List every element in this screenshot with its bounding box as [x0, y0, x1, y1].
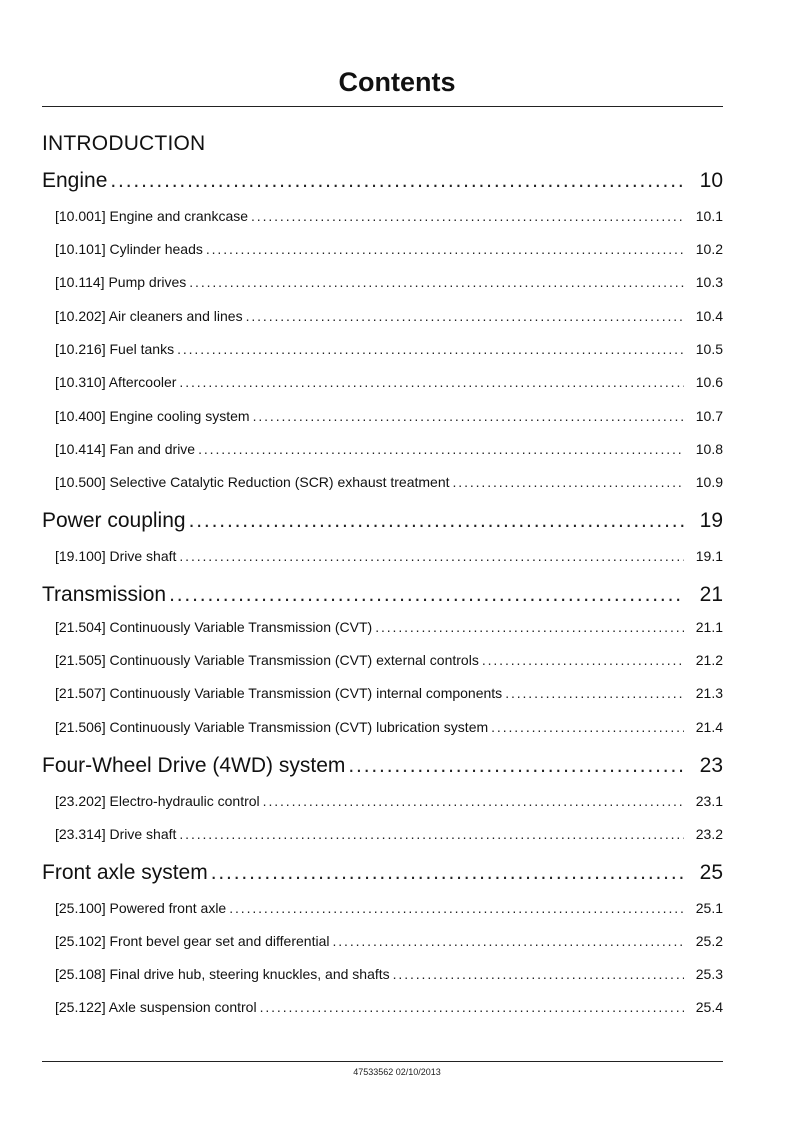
- dot-leader: [260, 997, 684, 1017]
- toc-section-page: 19: [699, 509, 723, 532]
- toc-entry-label: [10.400] Engine cooling system: [55, 408, 250, 424]
- dot-leader: [491, 717, 684, 737]
- dot-leader: [348, 752, 684, 780]
- toc-entry[interactable]: [55, 546, 723, 566]
- toc-entry[interactable]: [55, 683, 723, 703]
- toc-entry-page: 19.1: [695, 548, 723, 564]
- toc-section-front-axle[interactable]: [42, 859, 723, 887]
- toc-entry-page: 21.3: [695, 685, 723, 701]
- toc-section-four-wheel-drive[interactable]: [42, 752, 723, 780]
- toc-section-label: Four-Wheel Drive (4WD) system: [42, 754, 346, 777]
- toc-entry-page: 25.3: [695, 966, 723, 982]
- dot-leader: [246, 306, 684, 326]
- page-title: Contents: [338, 67, 456, 97]
- intro-heading: INTRODUCTION: [42, 132, 206, 155]
- dot-leader: [453, 472, 684, 492]
- toc-entry-label: [25.102] Front bevel gear set and differential: [55, 933, 330, 949]
- dot-leader: [253, 406, 684, 426]
- dot-leader: [332, 931, 684, 951]
- toc-entry[interactable]: [55, 650, 723, 670]
- toc-entry-page: 10.5: [695, 341, 723, 357]
- toc-section-page: 23: [699, 754, 723, 777]
- toc-entry[interactable]: [55, 931, 723, 951]
- toc-entry-page: 23.2: [695, 826, 723, 842]
- footer-divider: [42, 1061, 723, 1062]
- toc-entry[interactable]: [55, 898, 723, 918]
- dot-leader: [251, 206, 684, 226]
- dot-leader: [198, 439, 684, 459]
- toc-entry[interactable]: [55, 717, 723, 737]
- toc-entry-page: 10.4: [695, 308, 723, 324]
- toc-entry-page: 10.6: [695, 374, 723, 390]
- toc-entry-page: 21.2: [695, 652, 723, 668]
- toc-section-page: 10: [699, 169, 723, 192]
- dot-leader: [169, 581, 684, 609]
- toc-entry-page: 10.1: [695, 208, 723, 224]
- toc-entry-label: [21.506] Continuously Variable Transmission (CVT) lubrication system: [55, 719, 489, 735]
- dot-leader: [179, 372, 684, 392]
- toc-section-label: Power coupling: [42, 509, 186, 532]
- dot-leader: [189, 272, 684, 292]
- toc-entry-label: [21.505] Continuously Variable Transmission (CVT) external controls: [55, 652, 479, 668]
- toc-entry-label: [10.101] Cylinder heads: [55, 241, 203, 257]
- toc-section-page: 25: [699, 861, 723, 884]
- toc-entry-page: 21.1: [695, 619, 723, 635]
- dot-leader: [179, 824, 684, 844]
- toc-entry-page: 23.1: [695, 793, 723, 809]
- toc-entry[interactable]: [55, 791, 723, 811]
- toc-entry-label: [25.100] Powered front axle: [55, 900, 227, 916]
- dot-leader: [177, 339, 684, 359]
- toc-section-label: Engine: [42, 169, 108, 192]
- toc-entry[interactable]: [55, 206, 723, 226]
- dot-leader: [110, 167, 684, 195]
- toc-entry[interactable]: [55, 372, 723, 392]
- toc-entry[interactable]: [55, 272, 723, 292]
- toc-entry[interactable]: [55, 472, 723, 492]
- toc-entry-label: [19.100] Drive shaft: [55, 548, 177, 564]
- toc-entry-label: [21.507] Continuously Variable Transmission (CVT) internal components: [55, 685, 503, 701]
- toc-entry[interactable]: [55, 964, 723, 984]
- toc-entry-label: [10.310] Aftercooler: [55, 374, 177, 390]
- dot-leader: [211, 859, 684, 887]
- dot-leader: [179, 546, 684, 566]
- toc-entry-label: [25.108] Final drive hub, steering knuckles, and shafts: [55, 966, 390, 982]
- dot-leader: [375, 617, 684, 637]
- toc-entry-label: [10.202] Air cleaners and lines: [55, 308, 243, 324]
- dot-leader: [189, 507, 684, 535]
- dot-leader: [505, 683, 684, 703]
- toc-section-label: Front axle system: [42, 861, 208, 884]
- toc-entry-label: [10.001] Engine and crankcase: [55, 208, 249, 224]
- toc-entry-page: 10.9: [695, 474, 723, 490]
- dot-leader: [393, 964, 684, 984]
- toc-entry-label: [10.216] Fuel tanks: [55, 341, 175, 357]
- dot-leader: [206, 239, 684, 259]
- toc-entry-label: [23.202] Electro-hydraulic control: [55, 793, 260, 809]
- toc-entry[interactable]: [55, 406, 723, 426]
- dot-leader: [229, 898, 684, 918]
- toc-entry-page: 25.1: [695, 900, 723, 916]
- dot-leader: [482, 650, 684, 670]
- toc-entry-page: 10.7: [695, 408, 723, 424]
- dot-leader: [263, 791, 684, 811]
- footer-document-id: 47533562 02/10/2013: [353, 1067, 441, 1077]
- toc-entry-label: [10.414] Fan and drive: [55, 441, 196, 457]
- toc-entry[interactable]: [55, 997, 723, 1017]
- toc-entry-label: [21.504] Continuously Variable Transmission (CVT): [55, 619, 373, 635]
- toc-entry-label: [23.314] Drive shaft: [55, 826, 177, 842]
- toc-entry[interactable]: [55, 339, 723, 359]
- header-divider: [42, 106, 723, 107]
- toc-entry-label: [10.114] Pump drives: [55, 274, 187, 290]
- toc-entry-page: 25.4: [695, 999, 723, 1015]
- toc-section-engine[interactable]: [42, 167, 723, 195]
- toc-entry-label: [25.122] Axle suspension control: [55, 999, 257, 1015]
- toc-entry[interactable]: [55, 617, 723, 637]
- toc-entry[interactable]: [55, 824, 723, 844]
- toc-entry-label: [10.500] Selective Catalytic Reduction (SCR) exhaust treatment: [55, 474, 450, 490]
- toc-entry[interactable]: [55, 239, 723, 259]
- toc-section-power-coupling[interactable]: [42, 507, 723, 535]
- toc-section-page: 21: [699, 583, 723, 606]
- toc-entry-page: 21.4: [695, 719, 723, 735]
- toc-entry-page: 10.3: [695, 274, 723, 290]
- toc-section-transmission[interactable]: [42, 581, 723, 609]
- toc-entry[interactable]: [55, 439, 723, 459]
- toc-entry-page: 25.2: [695, 933, 723, 949]
- toc-entry[interactable]: [55, 306, 723, 326]
- toc-entry-page: 10.8: [695, 441, 723, 457]
- toc-section-label: Transmission: [42, 583, 167, 606]
- toc-entry-page: 10.2: [695, 241, 723, 257]
